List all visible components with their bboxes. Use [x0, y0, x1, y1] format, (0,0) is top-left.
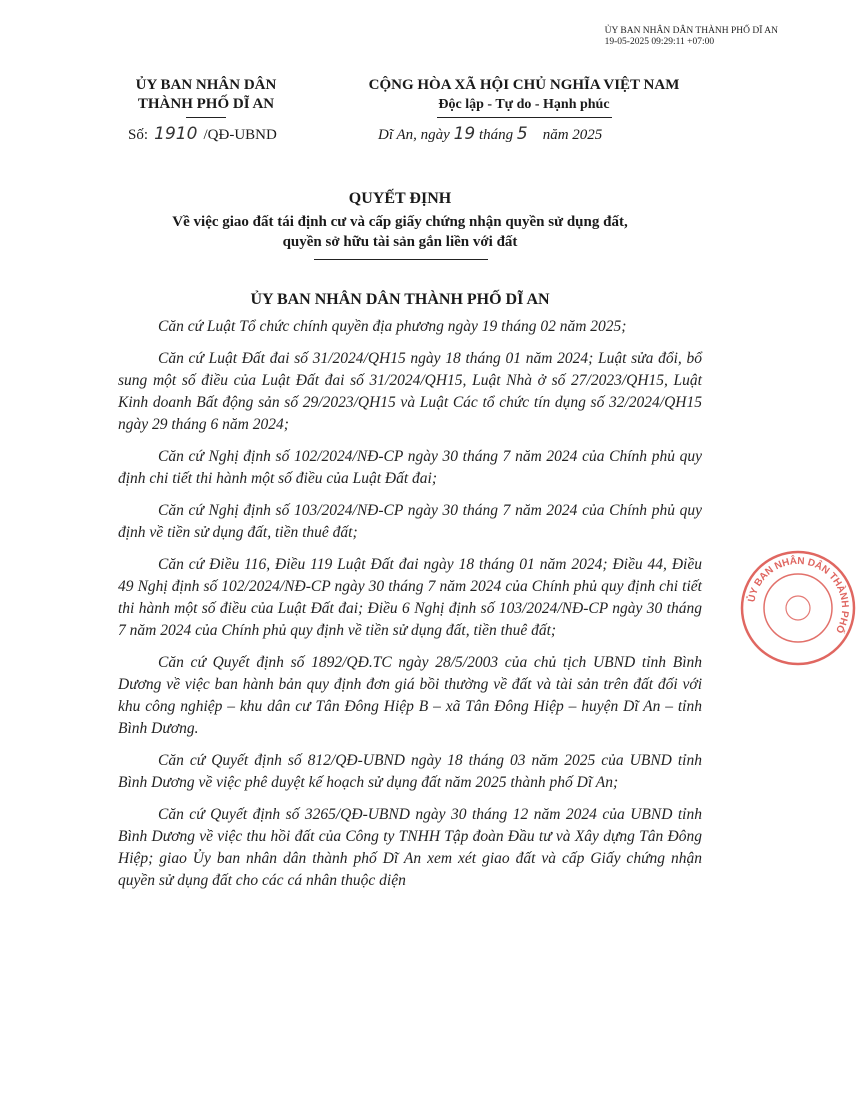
subtitle-underline	[314, 259, 488, 260]
official-seal-icon	[738, 548, 858, 668]
agency-line-2: THÀNH PHỐ DĨ AN	[137, 96, 275, 112]
national-motto: Độc lập - Tự do - Hạnh phúc	[438, 97, 610, 112]
body-paragraph: Căn cứ Quyết định số 3265/QĐ-UBND ngày 30 tháng 12 năm 2024 của UBND tỉnh Bình Dương về việc thu hồi đất của Công ty TNHH Tập đoàn Đầu tư và Xây dựng Tân Đông Hiệp; giao Ủy ban nhân dân thành phố Dĩ An xem xét giao đất và cấp Giấy chứng nhận quyền sử dụng đất cho các cá nhân thuộc diện	[118, 806, 702, 889]
doc-number-label: Số:	[128, 127, 149, 143]
document-number	[128, 124, 277, 144]
signature-timestamp: 19-05-2025 09:29:11 +07:00	[604, 37, 715, 47]
date-month-label: tháng	[475, 127, 517, 143]
body-paragraph: Căn cứ Quyết định số 812/QĐ-UBND ngày 18 tháng 03 năm 2025 của UBND tỉnh Bình Dương về việc phê duyệt kế hoạch sử dụng đất năm 2025 thành phố Dĩ An;	[118, 752, 702, 791]
document-body	[118, 316, 702, 902]
body-paragraph: Căn cứ Nghị định số 103/2024/NĐ-CP ngày 30 tháng 7 năm 2024 của Chính phủ quy định về tiền sử dụng đất, tiền thuê đất;	[118, 502, 702, 541]
issue-date	[378, 124, 602, 144]
date-prefix: Dĩ An, ngày	[378, 127, 454, 143]
doc-number-handwritten: 1910	[154, 124, 198, 144]
national-heading	[318, 76, 730, 118]
subtitle-line-1: Về việc giao đất tái định cư và cấp giấy chứng nhận quyền sử dụng đất,	[172, 214, 628, 230]
issuing-agency	[106, 76, 306, 118]
document-title: QUYẾT ĐỊNH	[348, 190, 452, 207]
date-month-handwritten: 5	[516, 124, 528, 144]
doc-number-suffix: /QĐ-UBND	[203, 127, 277, 143]
body-paragraph: Căn cứ Quyết định số 1892/QĐ.TC ngày 28/5/2003 của chủ tịch UBND tỉnh Bình Dương về việc ban hành bản quy định đơn giá bồi thường về đất và tài sản trên đất đối với khu công nghiệp – khu dân cư Tân Đông Hiệp B – xã Tân Đông Hiệp – huyện Dĩ An – tỉnh Bình Dương.	[118, 654, 702, 737]
subtitle-line-2: quyền sở hữu tài sản gắn liền với đất	[282, 234, 518, 250]
body-paragraph: Căn cứ Luật Đất đai số 31/2024/QH15 ngày 18 tháng 01 năm 2024; Luật sửa đổi, bổ sung một số điều của Luật Đất đai số 31/2024/QH15, Luật Nhà ở số 27/2023/QH15, Luật Kinh doanh Bất động sản số 29/2023/QH15 và Luật Các tổ chức tín dụng số 32/2024/QH15 ngày 29 tháng 6 năm 2024;	[118, 350, 702, 433]
nation-name: CỘNG HÒA XÃ HỘI CHỦ NGHĨA VIỆT NAM	[368, 77, 680, 93]
svg-text:ỦY BAN NHÂN DÂN THÀNH PHỐ: ỦY BAN NHÂN DÂN THÀNH PHỐ	[746, 555, 851, 635]
signature-org: ỦY BAN NHÂN DÂN THÀNH PHỐ DĨ AN	[604, 26, 778, 36]
date-year-label: năm 2025	[527, 127, 603, 143]
agency-underline	[186, 117, 226, 118]
motto-underline	[437, 117, 612, 118]
agency-line-1: ỦY BAN NHÂN DÂN	[135, 77, 277, 93]
document-subtitle	[110, 212, 690, 252]
issuing-authority-heading: ỦY BAN NHÂN DÂN THÀNH PHỐ DĨ AN	[250, 291, 550, 308]
date-day-handwritten: 19	[453, 124, 476, 144]
body-paragraph: Căn cứ Luật Tổ chức chính quyền địa phương ngày 19 tháng 02 năm 2025;	[158, 318, 627, 335]
body-paragraph: Căn cứ Nghị định số 102/2024/NĐ-CP ngày 30 tháng 7 năm 2024 của Chính phủ quy định chi tiết thi hành một số điều của Luật Đất đai;	[118, 448, 702, 487]
digital-signature-stamp	[605, 26, 778, 48]
body-paragraph: Căn cứ Điều 116, Điều 119 Luật Đất đai ngày 18 tháng 01 năm 2024; Điều 44, Điều 49 Nghị định số 102/2024/NĐ-CP ngày 30 tháng 7 năm 2024 của Chính phủ quy định chi tiết thi hành một số điều của Luật Đất đai; Điều 6 Nghị định số 103/2024/NĐ-CP ngày 30 tháng 7 năm 2024 của Chính phủ quy định về tiền sử dụng đất, tiền thuê đất;	[118, 556, 702, 639]
